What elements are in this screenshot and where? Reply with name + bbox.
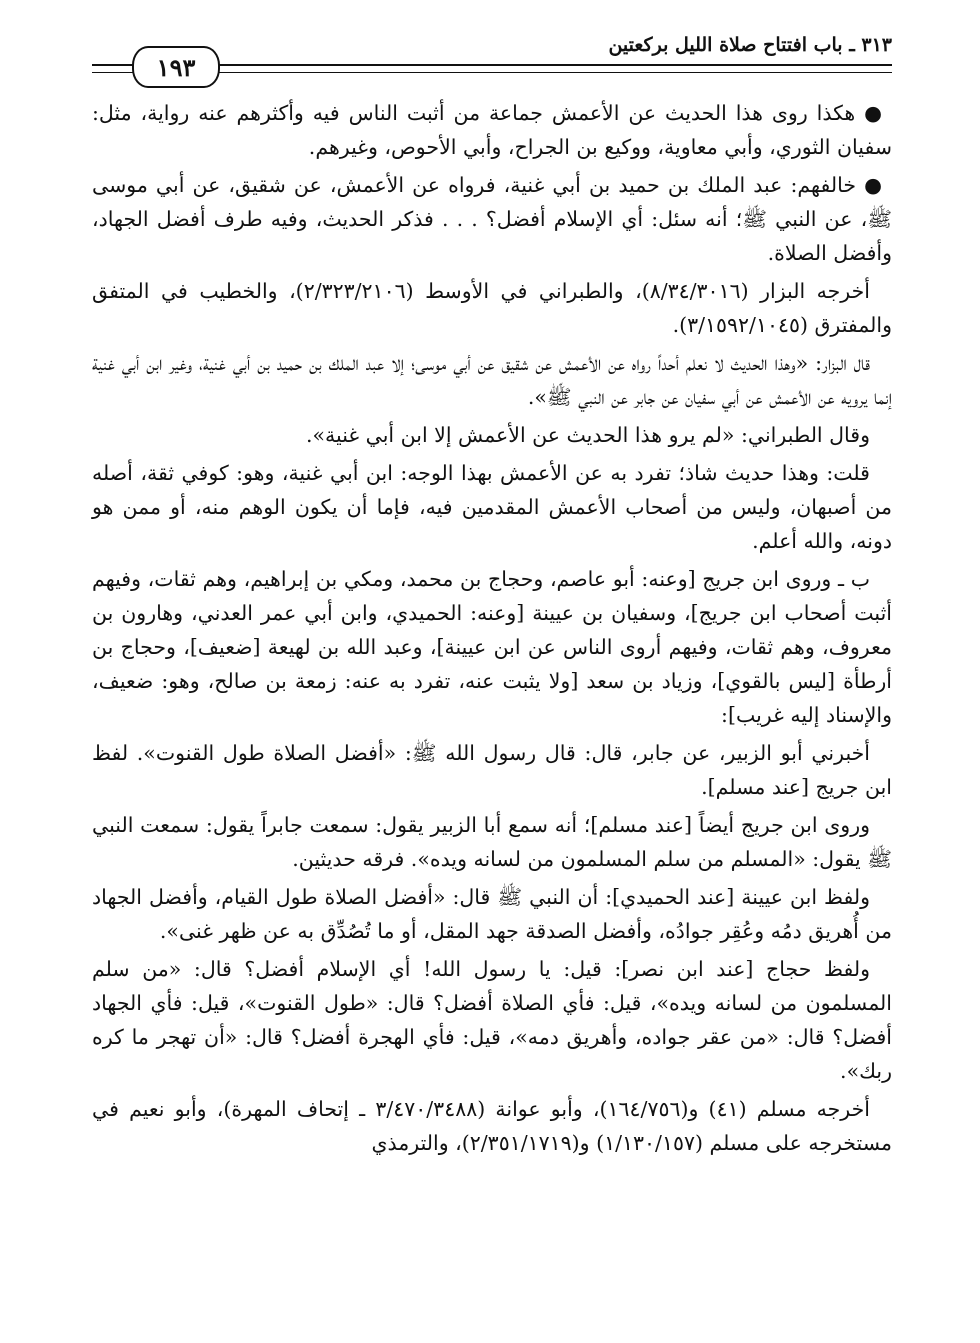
paragraph: ب ـ وروى ابن جريج [وعنه: أبو عاصم، وحجاج بن محمد، ومكي بن إبراهيم، وهم ثقات، وفيهم أثبت أصحاب ابن جريج]، وسفيان بن عيينة [وعنه: الحميدي، وابن أبي عمر العدني، وهارون بن معروف، وهم ثقات، وفيهم أروى الناس عن ابن عيينة]، وعبد الله بن لهيعة [ضعيف]، وحجاج بن أرطأة [ليس بالقوي]، وزياد بن سعد [ولا يثبت عنه، تفرد به عنه: زمعة بن صالح، وهو: ضعيف، والإسناد إليه غريب]: bbox=[92, 567, 892, 727]
book-page bbox=[92, 26, 892, 1333]
paragraph: وروى ابن جريج أيضاً [عند مسلم]؛ أنه سمع أبا الزبير يقول: سمعت جابراً يقول: سمعت النبي ﷺ يقول: «المسلم من سلم المسلمون من لسانه ويده». فرقه حديثين. bbox=[92, 813, 892, 871]
paragraph: أخرجه مسلم (٤١) و(١٦٤/٧٥٦)، وأبو عوانة (٣/٤٧٠/٣٤٨٨ ـ إتحاف المهرة)، وأبو نعيم في مستخرجه على مسلم (١/١٣٠/١٥٧) و(٢/٣٥١/١٧١٩)، والترمذي bbox=[92, 1097, 892, 1155]
paragraph: ولفظ ابن عيينة [عند الحميدي]: أن النبي ﷺ قال: «أفضل الصلاة طول القيام، وأفضل الجهاد من أُهريق دمُه وعُقِر جوادُه، وأفضل الصدقة جهد المقل، أو ما تُصُدِّق به عن ظهر غنى». bbox=[92, 885, 892, 943]
running-title: ٣١٣ ـ باب افتتاح صلاة الليل بركعتين bbox=[608, 34, 892, 56]
paragraph: وقال الطبراني: «لم يرو هذا الحديث عن الأعمش إلا ابن أبي غنية». bbox=[305, 423, 870, 447]
paragraph: أخبرني أبو الزبير، عن جابر، قال: قال رسول الله ﷺ: «أفضل الصلاة طول القنوت». لفظ ابن جريج [عند مسلم]. bbox=[92, 741, 892, 799]
paragraph: قلت: وهذا حديث شاذ؛ تفرد به عن الأعمش بهذا الوجه: ابن أبي غنية، وهو: كوفي ثقة، أصله من أصبهان، وليس من أصحاب الأعمش المقدمين فيه، فإما أن يكون الوهم منه، أو ممن هو دونه، والله أعلم. bbox=[92, 461, 892, 553]
body-text bbox=[92, 96, 892, 1160]
page-header bbox=[92, 26, 892, 82]
page-number: ١٩٣ bbox=[132, 46, 220, 88]
paragraph: قال البزار: «وهذا الحديث لا نعلم أحداً رواه عن الأعمش عن شقيق عن أبي موسى؛ إلا عبد الملك بن حميد بن أبي غنية، وغير ابن أبي غنية إنما يرويه عن الأعمش عن أبي سفيان عن جابر عن النبي ﷺ». bbox=[92, 351, 892, 409]
paragraph: ● خالفهم: عبد الملك بن حميد بن أبي غنية، فرواه عن الأعمش، عن شقيق، عن أبي موسى ﷺ، عن النبي ﷺ؛ أنه سئل: أي الإسلام أفضل؟ . . . فذكر الحديث، وفيه طرف أفضل الجهاد، وأفضل الصلاة. bbox=[92, 173, 892, 265]
paragraph: ولفظ حجاج [عند ابن نصر]: قيل: يا رسول الله! أي الإسلام أفضل؟ قال: «من سلم المسلمون من لسانه ويده»، قيل: فأي الصلاة أفضل؟ قال: «طول القنوت»، قيل: فأي الجهاد أفضل؟ قال: «من عقر جواده، وأهريق دمه»، قيل: فأي الهجرة أفضل؟ قال: «أن تهجر ما كره ربك». bbox=[92, 957, 892, 1083]
paragraph: ● هكذا روى هذا الحديث عن الأعمش جماعة من أثبت الناس فيه وأكثرهم عنه رواية، مثل: سفيان الثوري، وأبي معاوية، ووكيع بن الجراح، وأبي الأحوص، وغيرهم. bbox=[92, 101, 892, 159]
paragraph: أخرجه البزار (٨/٣٤/٣٠١٦)، والطبراني في الأوسط (٢/٣٢٣/٢١٠٦)، والخطيب في المتفق والمفترق (٣/١٥٩٢/١٠٤٥). bbox=[92, 279, 892, 337]
